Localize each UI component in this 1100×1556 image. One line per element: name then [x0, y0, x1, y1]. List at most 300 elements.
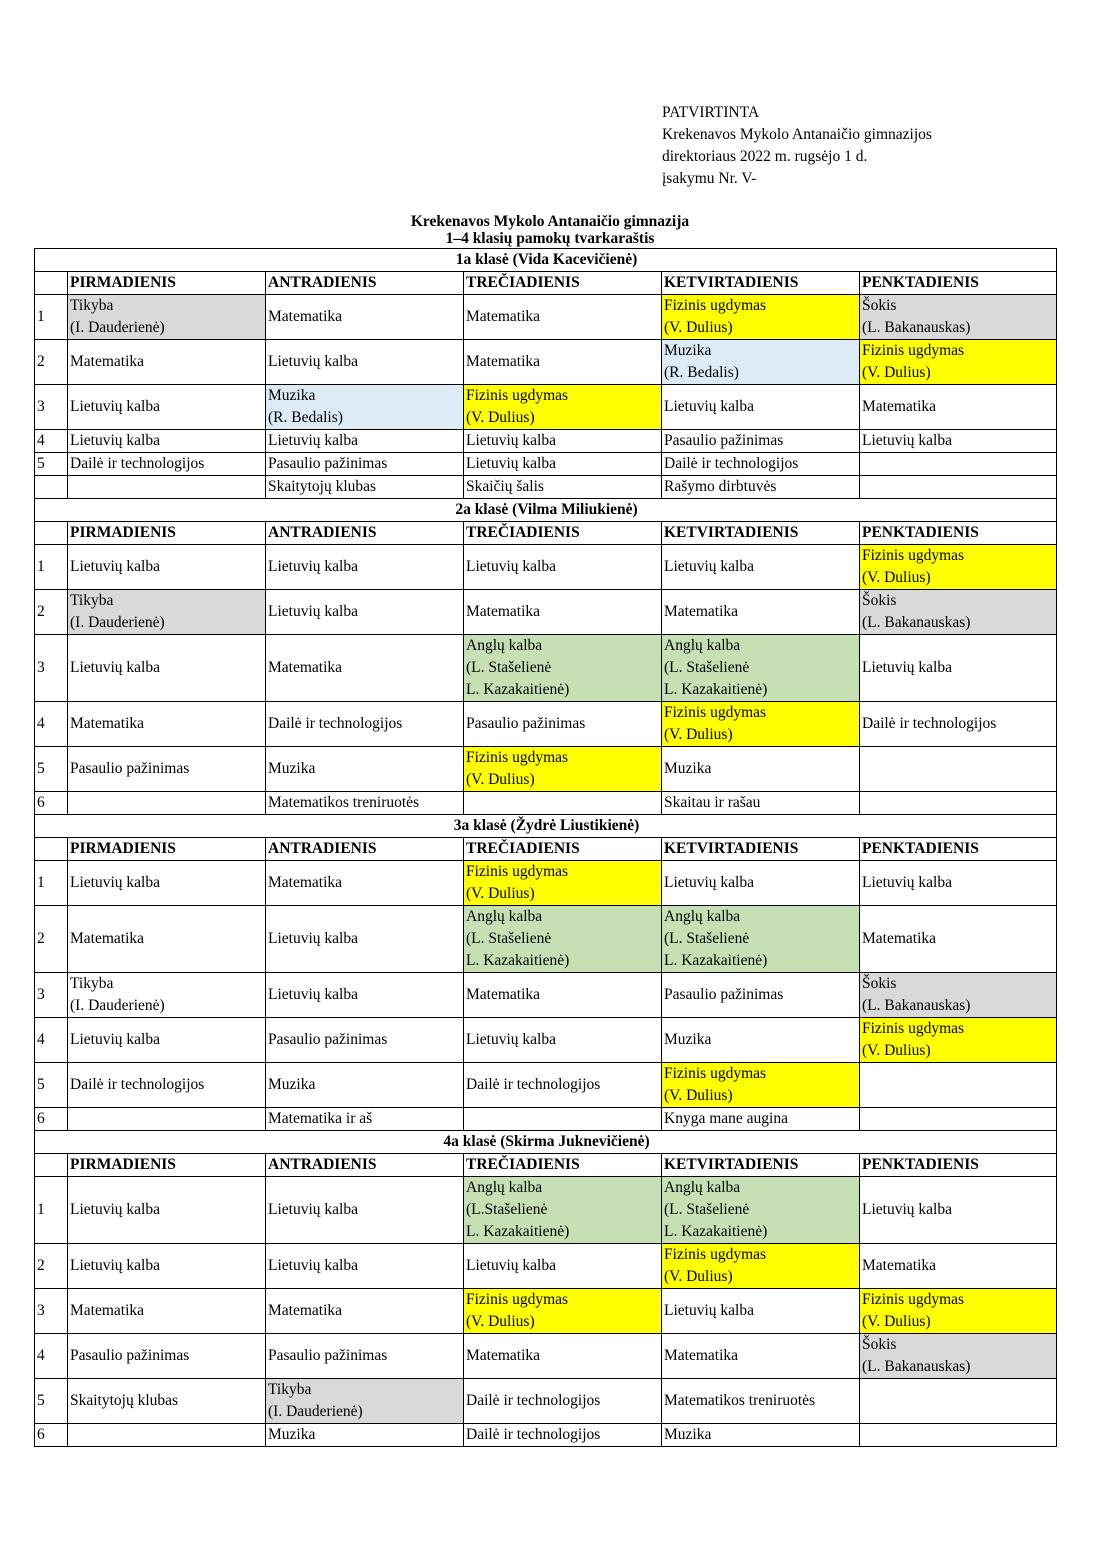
lesson-cell	[464, 861, 662, 906]
lesson-text: Lietuvių kalba	[268, 930, 358, 947]
lesson-text: Anglų kalba	[664, 637, 741, 654]
lesson-text: Fizinis ugdymas	[664, 297, 767, 314]
lesson-number-header	[35, 272, 68, 295]
lesson-cell	[662, 973, 860, 1018]
lesson-text: (V. Dulius)	[664, 1268, 733, 1285]
day-header: PENKTADIENIS	[860, 1154, 1057, 1177]
lesson-text: Matematika	[466, 986, 541, 1003]
lesson-number: 5	[35, 453, 68, 476]
lesson-text: Lietuvių kalba	[862, 1201, 952, 1218]
approval-line-4: įsakymu Nr. V-	[662, 170, 757, 187]
lesson-text: (V. Dulius)	[466, 885, 535, 902]
lesson-cell	[464, 1063, 662, 1108]
lesson-text: Dailė ir technologijos	[862, 715, 997, 732]
lesson-text: Skaičių šalis	[466, 478, 544, 495]
lesson-text: Anglų kalba	[664, 1179, 741, 1196]
lesson-text: Lietuvių kalba	[664, 398, 754, 415]
approval-line-1: PATVIRTINTA	[662, 104, 760, 121]
lesson-cell	[860, 702, 1057, 747]
lesson-number	[35, 476, 68, 499]
lesson-text: Šokis	[862, 592, 897, 609]
approval-line-2: Krekenavos Mykolo Antanaičio gimnazijos	[662, 126, 932, 143]
lesson-text: Lietuvių kalba	[664, 1302, 754, 1319]
lesson-cell	[464, 340, 662, 385]
lesson-cell	[266, 973, 464, 1018]
lesson-text: (V. Dulius)	[466, 409, 535, 426]
lesson-number: 2	[35, 590, 68, 635]
lesson-number: 1	[35, 1177, 68, 1244]
lesson-text: Matematika	[862, 1257, 937, 1274]
day-header: KETVIRTADIENIS	[662, 838, 860, 861]
lesson-cell	[662, 861, 860, 906]
lesson-cell	[68, 792, 266, 815]
lesson-cell	[860, 590, 1057, 635]
lesson-text: Pasaulio pažinimas	[268, 1347, 388, 1364]
lesson-text: Skaitau ir rašau	[664, 794, 761, 811]
lesson-number: 4	[35, 702, 68, 747]
lesson-cell	[266, 590, 464, 635]
lesson-text: Tikyba	[70, 975, 114, 992]
lesson-number: 1	[35, 861, 68, 906]
lesson-text: Rašymo dirbtuvės	[664, 478, 777, 495]
lesson-text: L. Kazakaitienė)	[664, 952, 768, 969]
day-header: TREČIADIENIS	[464, 1154, 662, 1177]
class-title-row	[35, 815, 1057, 838]
class-title-row	[35, 1131, 1057, 1154]
lesson-cell	[68, 1244, 266, 1289]
lesson-row	[35, 1379, 1057, 1424]
lesson-cell	[860, 1108, 1057, 1131]
day-header: TREČIADIENIS	[464, 522, 662, 545]
lesson-cell	[860, 1177, 1057, 1244]
lesson-text: Dailė ir technologijos	[70, 455, 205, 472]
lesson-text: (I. Dauderienė)	[70, 997, 165, 1014]
lesson-text: Matematika	[268, 659, 343, 676]
lesson-cell	[464, 973, 662, 1018]
lesson-text: Matematika	[70, 715, 145, 732]
lesson-cell	[266, 906, 464, 973]
day-header: PIRMADIENIS	[68, 1154, 266, 1177]
lesson-row	[35, 702, 1057, 747]
lesson-cell	[464, 295, 662, 340]
lesson-text: Matematika	[70, 1302, 145, 1319]
lesson-row	[35, 545, 1057, 590]
lesson-row	[35, 1063, 1057, 1108]
lesson-text: L. Kazakaitienė)	[466, 952, 570, 969]
lesson-cell	[860, 1018, 1057, 1063]
lesson-text: Matematika	[466, 308, 541, 325]
lesson-text: Lietuvių kalba	[268, 353, 358, 370]
lesson-cell	[68, 385, 266, 430]
lesson-cell	[860, 861, 1057, 906]
lesson-cell	[464, 430, 662, 453]
lesson-text: Skaitytojų klubas	[268, 478, 377, 495]
lesson-cell	[662, 385, 860, 430]
lesson-text: Anglų kalba	[664, 908, 741, 925]
lesson-row	[35, 747, 1057, 792]
lesson-text: (L. Stašelienė	[664, 659, 750, 676]
lesson-row	[35, 792, 1057, 815]
lesson-cell	[266, 430, 464, 453]
lesson-number: 1	[35, 295, 68, 340]
lesson-cell	[464, 1289, 662, 1334]
lesson-row	[35, 973, 1057, 1018]
day-header: PIRMADIENIS	[68, 272, 266, 295]
lesson-number: 2	[35, 1244, 68, 1289]
lesson-row	[35, 861, 1057, 906]
lesson-text: Muzika	[664, 1031, 712, 1048]
lesson-cell	[464, 1108, 662, 1131]
lesson-text: (L. Stašelienė	[466, 659, 552, 676]
lesson-text: Matematika ir aš	[268, 1110, 373, 1127]
lesson-text: Muzika	[664, 1426, 712, 1443]
lesson-text: (V. Dulius)	[466, 771, 535, 788]
lesson-text: Skaitytojų klubas	[70, 1392, 179, 1409]
day-header: KETVIRTADIENIS	[662, 272, 860, 295]
lesson-text: Matematika	[466, 1347, 541, 1364]
lesson-number-header	[35, 1154, 68, 1177]
lesson-cell	[464, 906, 662, 973]
lesson-text: Anglų kalba	[466, 908, 543, 925]
lesson-cell	[860, 476, 1057, 499]
lesson-cell	[68, 861, 266, 906]
lesson-text: Fizinis ugdymas	[466, 387, 569, 404]
lesson-cell	[860, 295, 1057, 340]
lesson-row	[35, 453, 1057, 476]
lesson-cell	[266, 1244, 464, 1289]
lesson-number: 4	[35, 1018, 68, 1063]
class-title-row	[35, 499, 1057, 522]
lesson-cell	[860, 1063, 1057, 1108]
lesson-cell	[860, 1424, 1057, 1447]
lesson-cell	[266, 340, 464, 385]
lesson-text: Matematika	[268, 874, 343, 891]
lesson-row	[35, 295, 1057, 340]
lesson-text: (V. Dulius)	[862, 569, 931, 586]
lesson-cell	[860, 1244, 1057, 1289]
class-title-row	[35, 249, 1057, 272]
day-header: ANTRADIENIS	[266, 1154, 464, 1177]
lesson-cell	[266, 792, 464, 815]
lesson-text: Fizinis ugdymas	[466, 1291, 569, 1308]
lesson-row	[35, 1244, 1057, 1289]
lesson-row	[35, 385, 1057, 430]
lesson-cell	[68, 1334, 266, 1379]
lesson-text: (L. Bakanauskas)	[862, 997, 971, 1014]
lesson-row	[35, 1289, 1057, 1334]
lesson-cell	[68, 747, 266, 792]
day-header: TREČIADIENIS	[464, 838, 662, 861]
lesson-cell	[266, 545, 464, 590]
lesson-text: Muzika	[664, 342, 712, 359]
lesson-cell	[860, 1379, 1057, 1424]
lesson-cell	[68, 453, 266, 476]
lesson-cell	[68, 1018, 266, 1063]
lesson-text: Šokis	[862, 975, 897, 992]
lesson-cell	[68, 702, 266, 747]
lesson-text: Matematikos treniruotės	[664, 1392, 816, 1409]
lesson-text: Muzika	[268, 760, 316, 777]
lesson-cell	[464, 545, 662, 590]
lesson-text: Matematika	[466, 353, 541, 370]
lesson-text: Lietuvių kalba	[268, 558, 358, 575]
lesson-cell	[266, 635, 464, 702]
lesson-text: (V. Dulius)	[862, 364, 931, 381]
lesson-text: Anglų kalba	[466, 1179, 543, 1196]
lesson-text: Muzika	[664, 760, 712, 777]
lesson-number: 6	[35, 792, 68, 815]
lesson-cell	[68, 1063, 266, 1108]
lesson-text: L. Kazakaitienė)	[664, 681, 768, 698]
lesson-text: Lietuvių kalba	[466, 1031, 556, 1048]
day-header: PENKTADIENIS	[860, 838, 1057, 861]
lesson-cell	[464, 590, 662, 635]
lesson-text: Fizinis ugdymas	[862, 342, 965, 359]
lesson-text: Matematika	[268, 1302, 343, 1319]
lesson-text: Dailė ir technologijos	[70, 1076, 205, 1093]
lesson-cell	[464, 1334, 662, 1379]
lesson-number: 1	[35, 545, 68, 590]
lesson-cell	[266, 1289, 464, 1334]
lesson-text: Tikyba	[268, 1381, 312, 1398]
lesson-cell	[860, 973, 1057, 1018]
lesson-cell	[860, 635, 1057, 702]
lesson-cell	[662, 430, 860, 453]
lesson-cell	[662, 702, 860, 747]
lesson-text: Lietuvių kalba	[268, 986, 358, 1003]
lesson-cell	[68, 1379, 266, 1424]
lesson-text: Lietuvių kalba	[466, 1257, 556, 1274]
lesson-number: 3	[35, 973, 68, 1018]
lesson-cell	[68, 430, 266, 453]
lesson-text: Fizinis ugdymas	[862, 1291, 965, 1308]
lesson-number: 3	[35, 635, 68, 702]
lesson-text: (L. Bakanauskas)	[862, 319, 971, 336]
lesson-cell	[662, 295, 860, 340]
lesson-text: Dailė ir technologijos	[664, 455, 799, 472]
lesson-text: Lietuvių kalba	[466, 558, 556, 575]
lesson-text: (L. Stašelienė	[466, 930, 552, 947]
lesson-cell	[662, 545, 860, 590]
lesson-text: (R. Bedalis)	[268, 409, 343, 426]
lesson-text: Matematika	[664, 1347, 739, 1364]
lesson-cell	[662, 1177, 860, 1244]
lesson-cell	[266, 1379, 464, 1424]
lesson-cell	[266, 702, 464, 747]
lesson-text: Šokis	[862, 1336, 897, 1353]
lesson-cell	[464, 1244, 662, 1289]
day-header: ANTRADIENIS	[266, 838, 464, 861]
lesson-cell	[662, 1379, 860, 1424]
lesson-text: Lietuvių kalba	[862, 659, 952, 676]
day-header-row	[35, 272, 1057, 295]
lesson-text: Fizinis ugdymas	[664, 1065, 767, 1082]
lesson-cell	[464, 1424, 662, 1447]
day-header: PENKTADIENIS	[860, 522, 1057, 545]
lesson-row	[35, 476, 1057, 499]
class-title: 2a klasė (Vilma Miliukienė)	[35, 499, 1057, 522]
class-title: 4a klasė (Skirma Juknevičienė)	[35, 1131, 1057, 1154]
lesson-cell	[68, 635, 266, 702]
lesson-number: 3	[35, 385, 68, 430]
lesson-text: Pasaulio pažinimas	[466, 715, 586, 732]
lesson-cell	[68, 1177, 266, 1244]
lesson-number: 4	[35, 430, 68, 453]
lesson-cell	[266, 1424, 464, 1447]
day-header-row	[35, 1154, 1057, 1177]
lesson-cell	[266, 453, 464, 476]
lesson-cell	[464, 635, 662, 702]
lesson-row	[35, 430, 1057, 453]
lesson-text: Šokis	[862, 297, 897, 314]
lesson-number-header	[35, 522, 68, 545]
lesson-cell	[464, 1379, 662, 1424]
lesson-text: L. Kazakaitienė)	[466, 1223, 570, 1240]
lesson-cell	[860, 747, 1057, 792]
lesson-text: Matematikos treniruotės	[268, 794, 420, 811]
lesson-text: Tikyba	[70, 592, 114, 609]
lesson-number: 6	[35, 1108, 68, 1131]
lesson-cell	[464, 792, 662, 815]
lesson-text: Lietuvių kalba	[70, 659, 160, 676]
lesson-cell	[464, 1018, 662, 1063]
day-header-row	[35, 522, 1057, 545]
lesson-cell	[266, 295, 464, 340]
lesson-text: Fizinis ugdymas	[862, 547, 965, 564]
approval-block	[662, 102, 932, 190]
lesson-text: Lietuvių kalba	[466, 432, 556, 449]
lesson-cell	[266, 1063, 464, 1108]
lesson-cell	[860, 453, 1057, 476]
lesson-text: Muzika	[268, 387, 316, 404]
lesson-text: Fizinis ugdymas	[466, 863, 569, 880]
lesson-text: Lietuvių kalba	[664, 558, 754, 575]
lesson-text: Pasaulio pažinimas	[664, 432, 784, 449]
lesson-cell	[68, 476, 266, 499]
lesson-cell	[68, 1108, 266, 1131]
schedule-title: 1–4 klasių pamokų tvarkaraštis	[445, 230, 655, 247]
lesson-text: (L.Stašelienė	[466, 1201, 548, 1218]
lesson-cell	[266, 1177, 464, 1244]
lesson-text: Fizinis ugdymas	[466, 749, 569, 766]
lesson-text: Lietuvių kalba	[70, 1257, 160, 1274]
lesson-text: Matematika	[862, 930, 937, 947]
lesson-text: (V. Dulius)	[664, 1087, 733, 1104]
lesson-text: Muzika	[268, 1076, 316, 1093]
lesson-cell	[662, 453, 860, 476]
lesson-cell	[68, 545, 266, 590]
lesson-text: Lietuvių kalba	[70, 398, 160, 415]
lesson-cell	[266, 1108, 464, 1131]
lesson-cell	[266, 385, 464, 430]
lesson-cell	[662, 590, 860, 635]
day-header: PIRMADIENIS	[68, 522, 266, 545]
lesson-text: (V. Dulius)	[862, 1313, 931, 1330]
lesson-cell	[860, 792, 1057, 815]
lesson-text: (I. Dauderienė)	[268, 1403, 363, 1420]
lesson-cell	[464, 476, 662, 499]
school-title: Krekenavos Mykolo Antanaičio gimnazija	[410, 213, 690, 230]
lesson-cell	[266, 1334, 464, 1379]
lesson-cell	[464, 1177, 662, 1244]
lesson-text: Lietuvių kalba	[70, 1201, 160, 1218]
lesson-row	[35, 1018, 1057, 1063]
lesson-cell	[860, 545, 1057, 590]
lesson-cell	[266, 476, 464, 499]
lesson-cell	[68, 1289, 266, 1334]
lesson-cell	[662, 1108, 860, 1131]
lesson-number: 2	[35, 340, 68, 385]
lesson-text: Lietuvių kalba	[268, 1201, 358, 1218]
lesson-text: Anglų kalba	[466, 637, 543, 654]
lesson-text: Lietuvių kalba	[862, 874, 952, 891]
lesson-text: Pasaulio pažinimas	[70, 1347, 190, 1364]
lesson-cell	[662, 1244, 860, 1289]
lesson-row	[35, 906, 1057, 973]
lesson-cell	[662, 1334, 860, 1379]
lesson-text: (L. Stašelienė	[664, 930, 750, 947]
lesson-text: (L. Bakanauskas)	[862, 1358, 971, 1375]
lesson-cell	[860, 906, 1057, 973]
lesson-text: (V. Dulius)	[862, 1042, 931, 1059]
lesson-row	[35, 590, 1057, 635]
lesson-text: (L. Bakanauskas)	[862, 614, 971, 631]
day-header: PIRMADIENIS	[68, 838, 266, 861]
lesson-cell	[662, 635, 860, 702]
day-header: ANTRADIENIS	[266, 272, 464, 295]
day-header: ANTRADIENIS	[266, 522, 464, 545]
day-header: KETVIRTADIENIS	[662, 1154, 860, 1177]
lesson-text: Fizinis ugdymas	[664, 704, 767, 721]
lesson-text: Lietuvių kalba	[862, 432, 952, 449]
lesson-cell	[68, 340, 266, 385]
lesson-text: Lietuvių kalba	[70, 1031, 160, 1048]
lesson-cell	[662, 1424, 860, 1447]
lesson-cell	[464, 453, 662, 476]
lesson-text: Pasaulio pažinimas	[664, 986, 784, 1003]
lesson-cell	[662, 1018, 860, 1063]
lesson-text: Tikyba	[70, 297, 114, 314]
timetable	[34, 248, 1057, 1447]
lesson-text: Matematika	[862, 398, 937, 415]
lesson-number: 5	[35, 747, 68, 792]
lesson-cell	[662, 1063, 860, 1108]
lesson-cell	[266, 861, 464, 906]
lesson-text: L. Kazakaitienė)	[664, 1223, 768, 1240]
lesson-text: (I. Dauderienė)	[70, 614, 165, 631]
lesson-text: (L. Stašelienė	[664, 1201, 750, 1218]
lesson-cell	[662, 1289, 860, 1334]
approval-line-3: direktoriaus 2022 m. rugsėjo 1 d.	[662, 148, 868, 165]
lesson-cell	[860, 340, 1057, 385]
day-header-row	[35, 838, 1057, 861]
lesson-cell	[662, 792, 860, 815]
lesson-cell	[464, 702, 662, 747]
lesson-text: Dailė ir technologijos	[466, 1426, 601, 1443]
lesson-text: (V. Dulius)	[466, 1313, 535, 1330]
lesson-text: Pasaulio pažinimas	[268, 455, 388, 472]
lesson-cell	[662, 906, 860, 973]
lesson-text: Matematika	[466, 603, 541, 620]
lesson-text: Matematika	[70, 353, 145, 370]
lesson-text: (V. Dulius)	[664, 319, 733, 336]
lesson-cell	[464, 385, 662, 430]
lesson-text: Lietuvių kalba	[70, 558, 160, 575]
lesson-text: Pasaulio pažinimas	[268, 1031, 388, 1048]
lesson-text: Lietuvių kalba	[268, 603, 358, 620]
lesson-cell	[860, 1334, 1057, 1379]
lesson-text: Lietuvių kalba	[664, 874, 754, 891]
